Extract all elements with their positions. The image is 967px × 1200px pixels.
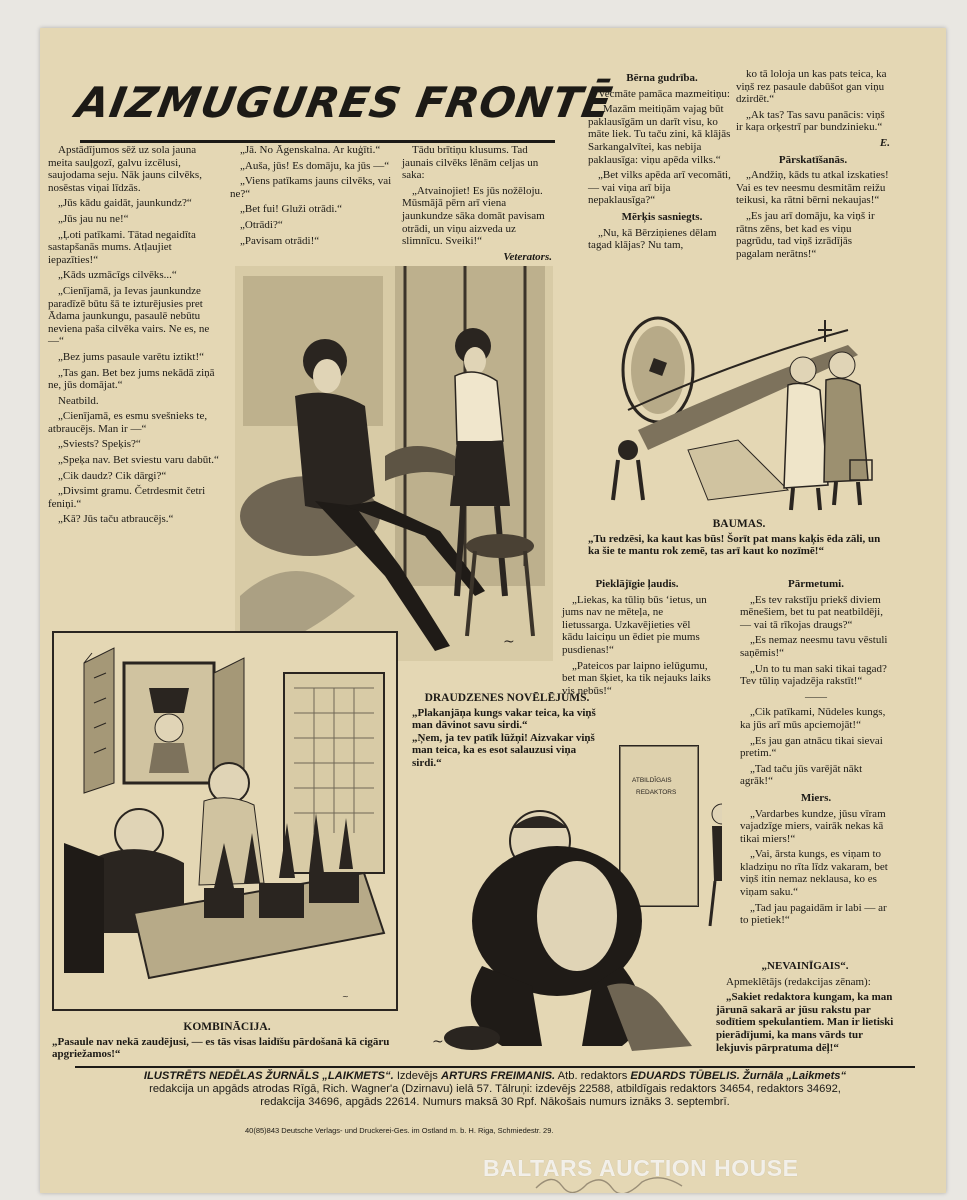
- joke-heading: Miers.: [800, 791, 832, 804]
- paragraph: „Es nemaz neesmu tavu vēstuli saņēmis!“: [740, 634, 888, 659]
- footer-rule: [75, 1066, 915, 1068]
- paragraph: „Tas gan. Bet bez jums nekādā ziņā ne, jūs domājat.“: [48, 366, 215, 392]
- door-sign-line-2: REDAKTORS: [636, 789, 677, 796]
- paragraph: Apstādījumos sēž uz sola jauna meita sauļgozī, galvu izcēlusi, saujodama seju. Nāk jauns cilvēks, nosēstas viņai līdzās.: [48, 144, 202, 194]
- paragraph: „Andžiņ, kāds tu atkal izskaties! Vai es tev neesmu desmitām reižu teikusi, ka rātni bērni nekaujas!“: [736, 169, 889, 207]
- paragraph: „Otrādi?“: [240, 218, 283, 231]
- paragraph: Apmeklētājs (redakcijas zēnam):: [726, 975, 871, 988]
- paragraph: „Pavisam otrādi!“: [240, 234, 320, 247]
- footer-text: Atb. redaktors: [555, 1070, 631, 1082]
- paragraph: „Jūs kādu gaidāt, jaunkundz?“: [58, 197, 192, 210]
- illustration-kombinacija: [52, 631, 398, 1011]
- caption-text: „Plakanjāņa kungs vakar teica, ka viņš man dāvinot savu sirdi.“: [412, 706, 596, 732]
- paragraph: „Speķa nav. Bet sviestu varu dabūt.“: [58, 454, 219, 467]
- paragraph: „Vardarbes kundze, jūsu vīram vajadzīge miers, vairāk nekas kā tikai miers!“: [740, 807, 886, 845]
- footer-publisher: ARTURS FREIMANIS.: [440, 1070, 556, 1082]
- footer-line-3: redakcija 34696, apgāds 22614. Numurs maksā 30 Rpf. Nākošais numurs iznāks 3. septembrī.: [260, 1095, 730, 1108]
- author-signature: Veterators.: [503, 250, 552, 263]
- paragraph: „Vai, ārsta kungs, es viņam to kladziņu no rīta līdz vakaram, bet viņš itin nemaz neklausa, ko es viņam saku.“: [740, 848, 888, 899]
- paragraph: „Cik patīkami, Nūdeles kungs, ka jūs arī mūs apciemojāt!“: [740, 706, 886, 731]
- footer-text: Izdevējs: [393, 1070, 441, 1082]
- joke-heading: „NEVAINĪGAIS“.: [761, 960, 849, 972]
- paragraph: „Es tev rakstīju priekš diviem mēnešiem, bet tu pat neatbildēji, — vai tā rīkojas draugs?“: [740, 593, 883, 631]
- joke-heading: Pārmetumi.: [788, 578, 844, 590]
- women-drawing: [235, 266, 553, 661]
- paragraph: „Tad jau pagaidām ir labi — ar to pietiek!“: [740, 901, 887, 927]
- paragraph: „Bet vilks apēda arī vecomāti, — vai viņa arī bija nepaklausīga?“: [588, 169, 731, 207]
- joke-heading: Pārskatīšanās.: [778, 153, 848, 166]
- paragraph: „Atvainojiet! Es jūs nožēloju. Mūsmājā pērn arī viena jaunkundze sāka domāt pavisam otrādi, un viņu aizveda uz slimnīcu. Sveiki!“: [402, 184, 545, 248]
- title-underline: [80, 140, 555, 143]
- paragraph: „Cienījamā, ja Ievas jaunkundze paradīzē būtu šā te izturējusies pret Ādama jaunkungu, pasaulē nebūtu neviena paša cilvēka vairs. Ne es, ne —“: [48, 284, 210, 348]
- paragraph: „Divsimt gramu. Četrdesmit četri feniņi.“: [48, 485, 206, 510]
- caption-text: „Tu redzēsi, ka kaut kas būs! Šorīt pat mans kaķis ēda zāli, un ka šie te mantu rok zemē, tas arī kaut ko nozīmē!“: [588, 532, 881, 558]
- baumas-drawing: [588, 300, 890, 518]
- paragraph: „Kā? Jūs taču atbraucējs.“: [58, 513, 174, 526]
- paragraph: „Ak tas? Tas savu panācis: viņš ir kaŗa orķestrī par bundzinieku.“: [736, 108, 885, 134]
- paragraph: „Viens patīkams jauns cilvēks, vai ne?“: [230, 175, 392, 200]
- editor-drawing: [392, 716, 722, 1056]
- caption-heading: KOMBINĀCIJA.: [183, 1021, 271, 1033]
- paragraph: „Mazām meitiņām vajag būt paklausīgām un darīt visu, ko māte liek. Tu taču zini, kā klājās Sarkangalvītei, kas nebija paklausīga: viņu apēda vilks.“: [588, 103, 731, 166]
- footer-magazine: ILUSTRĒTS NEDĒLAS ŽURNĀLS „LAIKMETS“.: [143, 1070, 394, 1082]
- story-column-3: [402, 144, 552, 266]
- joke-heading: Mērķis sasniegts.: [621, 210, 703, 223]
- joke-heading: Bērna gudrība.: [626, 72, 698, 84]
- caption-heading: DRAUDZENES NOVĒLĒJUMS.: [424, 692, 590, 704]
- paragraph: „Cienījamā, es esmu svešnieks te, atbraucējs. Man ir —“: [48, 410, 208, 435]
- footer-line-2: redakcija un apgāds atrodas Rīgā, Rich. Wagner'a (Dzirnavu) ielā 57. Tālruņi: izdevējs 22588, atbildīgais redaktors 34654, redaktors 34692,: [149, 1082, 841, 1095]
- kombinacija-drawing: [54, 633, 396, 1009]
- illustration-women: [235, 266, 553, 661]
- paragraph: „Tad taču jūs varējāt nākt agrāk!“: [740, 762, 863, 788]
- caption-heading: BAUMAS.: [712, 518, 766, 530]
- paragraph: „Kāds uzmācīgs cilvēks...“: [58, 269, 177, 282]
- paragraph: „Sviests? Speķis?“: [58, 438, 141, 451]
- joke-heading: Pieklājīgie ļaudis.: [595, 578, 679, 590]
- joke-nevainigais: [716, 956, 894, 1057]
- jokes-column-4: [588, 68, 736, 255]
- paragraph: „Auša, jūs! Es domāju, ka jūs —“: [240, 159, 390, 172]
- paragraph: Neatbild.: [58, 394, 99, 407]
- printer-imprint: 40(85)843 Deutsche Verlags- und Druckerei-Ges. im Ostland m. b. H. Riga, Schmiedestr. 29.: [245, 1126, 554, 1135]
- story-column-2: [230, 144, 395, 250]
- paragraph: „Nu, kā Bērziņienes dēlam tagad klājas? Nu tam,: [588, 226, 717, 252]
- svg-text:~: ~: [432, 1034, 444, 1050]
- page-title: AIZMUGURES FRONTĒ: [72, 78, 617, 127]
- paragraph: „Cik daudz? Cik dārgi?“: [58, 469, 167, 482]
- separator: ——: [805, 690, 827, 703]
- paragraph: „Jā. No Āgenskalna. Ar kuģīti.“: [240, 144, 381, 156]
- paragraph: „Jūs jau nu ne!“: [58, 212, 129, 225]
- illustration-editor: [392, 716, 722, 1056]
- paragraph: Tādu brītiņu klusums. Tad jaunais cilvēks lēnām celjas un saka:: [402, 144, 539, 182]
- story-column-1: [48, 144, 223, 529]
- svg-text:~: ~: [342, 992, 349, 1001]
- author-signature: E.: [879, 136, 890, 149]
- svg-text:~: ~: [503, 634, 515, 650]
- paragraph: „Ļoti patīkami. Tātad negaidīta sastapšanās mums. Atļaujiet iepazīties!“: [48, 228, 196, 266]
- jokes-column-5: [736, 68, 890, 263]
- footer-text: Žurnāla „Laikmets“: [739, 1070, 847, 1082]
- footer-editor: EDUARDS TŪBELIS.: [630, 1070, 740, 1082]
- caption-kombinacija: [52, 1021, 402, 1061]
- footer-line-1: [75, 1070, 915, 1083]
- newspaper-page: [40, 28, 946, 1193]
- paragraph: „Un to tu man saki tikai tagad? Tev tūliņ vajadzēja rakstīt!“: [740, 662, 887, 688]
- paragraph: „Sakiet redaktora kungam, ka man jārunā sakarā ar jūsu rakstu par sodītiem spekulantiem. Man ir lietiski pierādījumi, ka mans vārds tur lekjuvis pārpratuma dēļ!“: [716, 991, 894, 1054]
- paragraph: „Liekas, ka tūliņ būs ‘ietus, un jums nav ne mēteļa, ne lietussarga. Uzkavējieties vēl kādu laiciņu un ēdiet pie mums pusdienas!“: [562, 593, 707, 656]
- auction-watermark: BALTARS AUCTION HOUSE: [483, 1155, 799, 1181]
- paragraph: „Es jau arī domāju, ka viņš ir rātns zēns, bet kad es viņu pagrūdu, tad viņš izrādījās pagalam nerātns!“: [736, 209, 875, 260]
- footer: [75, 1070, 915, 1108]
- paragraph: „Pateicos par laipno ielūgumu, bet man šķiet, ka tik nejauks laiks vis nebūs!“: [562, 659, 711, 697]
- paragraph: Vecmāte pamāca mazmeitiņu:: [598, 87, 730, 100]
- caption-baumas: [588, 518, 890, 558]
- door-sign-line-1: ATBILDĪGAIS: [632, 777, 672, 784]
- paragraph: „Es jau gan atnācu tikai sievai pretim.“: [740, 734, 883, 760]
- illustration-baumas: [588, 300, 890, 518]
- paragraph: „Bet fui! Gluži otrādi.“: [240, 203, 343, 216]
- jokes-column-6: [562, 574, 712, 700]
- paragraph: „Bez jums pasaule varētu iztikt!“: [58, 350, 204, 363]
- caption-text: „Pasaule nav nekā zaudējusi, — es tās visas laidīšu pārdošanā kā cigāru apgriežamos!“: [52, 1035, 390, 1061]
- paragraph: ko tā loloja un kas pats teica, ka viņš rez pasaule dabūšot gan viņu dzirdēt.“: [736, 68, 887, 106]
- caption-text: „Ņem, ja tev patīk lūžņi! Aizvakar viņš man teica, ka es esot salauzusi viņa sirdi.“: [412, 731, 595, 769]
- jokes-column-7: [740, 574, 892, 930]
